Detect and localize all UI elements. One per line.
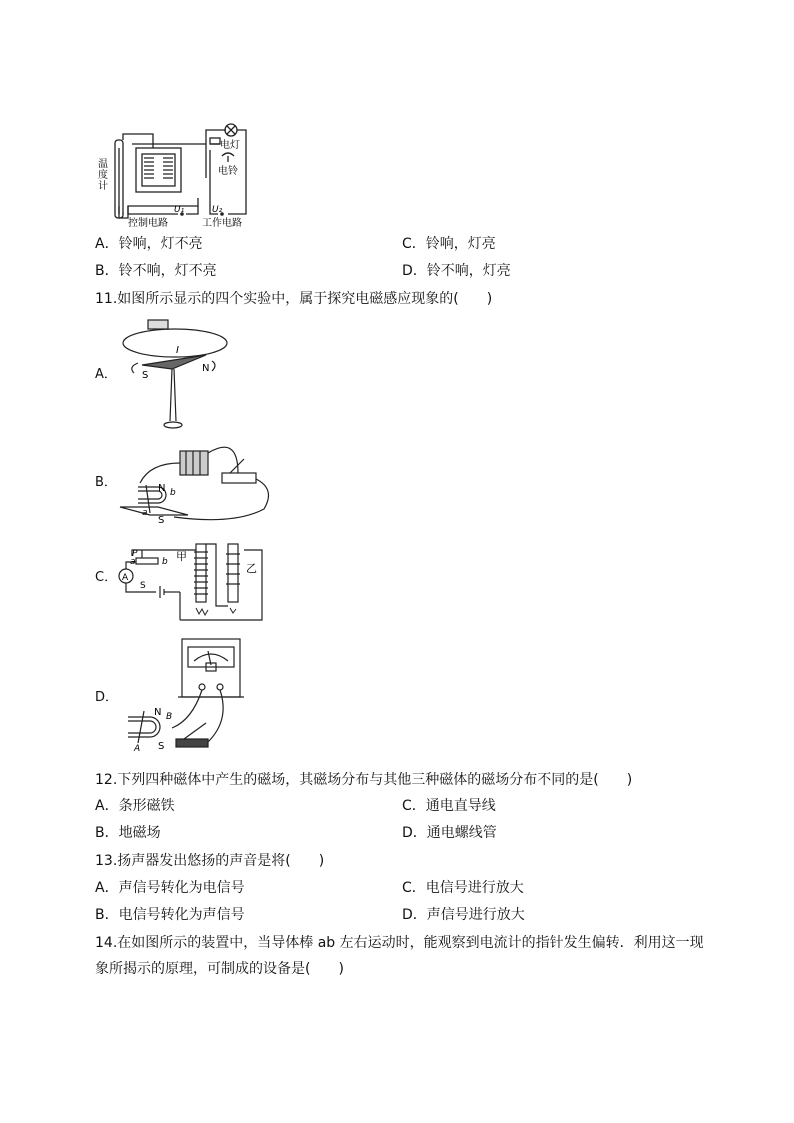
oersted-s-label: S: [142, 370, 149, 381]
q12-option-b[interactable]: B．地磁场: [95, 825, 161, 841]
q10-option-d[interactable]: D．铃不响，灯亮: [402, 263, 511, 279]
q14-stem-line2: 象所揭示的原理，可制成的设备是( ): [95, 961, 344, 977]
oersted-experiment-figure: [120, 315, 230, 433]
rheostat-b-label: b: [162, 557, 168, 567]
lamp-label: 电灯: [220, 140, 240, 151]
control-circuit-label: 控制电路: [128, 218, 168, 229]
motor-s-label: S: [158, 515, 165, 526]
oersted-n-label: N: [202, 363, 210, 374]
ammeter-label: A: [122, 573, 129, 583]
q11-option-b-label[interactable]: B．: [95, 475, 117, 490]
q10-option-c[interactable]: C．铃响，灯亮: [402, 236, 496, 252]
q12-option-d[interactable]: D．通电螺线管: [402, 825, 497, 841]
induction-a-label: A: [134, 744, 141, 754]
work-circuit-label: 工作电路: [202, 218, 242, 229]
oersted-i-label: I: [176, 345, 179, 356]
q12-stem: 12.下列四种磁体中产生的磁场，其磁场分布与其他三种磁体的磁场分布不同的是( ): [95, 772, 633, 788]
u2-label: U₂: [212, 205, 223, 215]
q12-option-c[interactable]: C．通电直导线: [402, 798, 496, 814]
q10-option-a[interactable]: A．铃响，灯不亮: [95, 236, 203, 252]
motor-n-label: N: [158, 483, 166, 494]
yi-label: 乙: [246, 562, 257, 575]
motor-a-label: a: [142, 508, 148, 518]
motor-experiment-figure: [118, 443, 278, 525]
u1-label: U₁: [174, 205, 185, 215]
q13-option-c[interactable]: C．电信号进行放大: [402, 880, 524, 896]
q10-option-b[interactable]: B．铃不响，灯不亮: [95, 263, 217, 279]
induction-s-label: S: [158, 741, 165, 752]
rheostat-p-label: P: [132, 549, 138, 559]
rheostat-a-label: a: [130, 557, 136, 567]
q11-option-d-label[interactable]: D．: [95, 690, 119, 705]
q13-option-a[interactable]: A．声信号转化为电信号: [95, 880, 245, 896]
q11-option-c-label[interactable]: C．: [95, 570, 118, 585]
motor-b-label: b: [170, 488, 176, 498]
q11-option-a-label[interactable]: A．: [95, 367, 117, 382]
jia-label: 甲: [176, 550, 187, 563]
q13-stem: 13.扬声器发出悠扬的声音是将( ): [95, 853, 325, 869]
switch-s-label: S: [140, 581, 146, 591]
induction-b-label: B: [166, 712, 173, 722]
q11-stem: 11.如图所示显示的四个实验中，属于探究电磁感应现象的( ): [95, 291, 493, 307]
q13-option-b[interactable]: B．电信号转化为声信号: [95, 907, 245, 923]
relay-circuit-figure: [95, 118, 258, 229]
thermometer-label: 温度计: [95, 158, 107, 191]
bell-label: 电铃: [218, 166, 238, 177]
q14-stem-line1: 14.在如图所示的装置中，当导体棒 ab 左右运动时，能观察到电流计的指针发生偏转．利用这一现: [95, 935, 704, 951]
induction-experiment-figure: [118, 635, 248, 755]
q12-option-a[interactable]: A．条形磁铁: [95, 798, 175, 814]
q13-option-d[interactable]: D．声信号进行放大: [402, 907, 525, 923]
electromagnet-experiment-figure: [116, 540, 266, 622]
induction-n-label: N: [154, 707, 162, 718]
